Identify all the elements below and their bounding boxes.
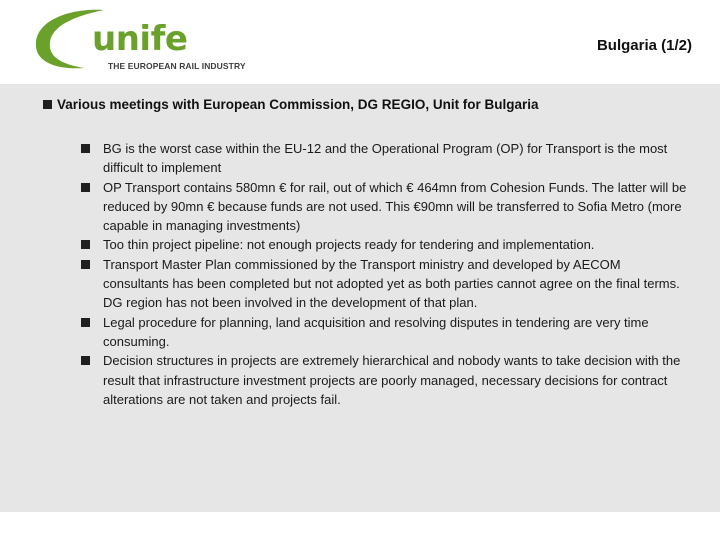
unife-logo [30,6,260,74]
list-item [103,313,688,352]
square-bullet-icon [81,240,90,249]
list-item [103,178,688,236]
list-item [103,139,688,178]
square-bullet-icon [81,318,90,327]
square-bullet-icon [43,100,52,109]
list-item [103,235,688,254]
list-item-text: OP Transport contains 580mn € for rail, out of which € 464mn from Cohesion Funds. The latter will be reduced by 90mn € because funds are not used. This €90mn will be transferred to Sofia Metro (more capable in managing investments) [103,179,687,234]
square-bullet-icon [81,183,90,192]
slide-header [0,0,720,82]
list-item-text: Decision structures in projects are extremely hierarchical and nobody wants to take decision with the result that infrastructure investment projects are poorly managed, necessary decisions for contract alterations are not taken and projects fail. [103,353,681,407]
square-bullet-icon [81,356,90,365]
list-item-text: Transport Master Plan commissioned by the Transport ministry and developed by AECOM consultants has been completed but not adopted yet as both parties cannot agree on the final terms. DG region has not been involved in the development of that plan. [103,256,680,311]
list-item-text: Too thin project pipeline: not enough projects ready for tendering and implementation. [103,237,595,253]
square-bullet-icon [81,260,90,269]
main-bullet [57,96,697,113]
square-bullet-icon [81,144,90,153]
logo-tagline: THE EUROPEAN RAIL INDUSTRY [108,61,246,71]
list-item-text: BG is the worst case within the EU-12 and the Operational Program (OP) for Transport is the most difficult to implement [103,141,668,176]
list-item-text: Legal procedure for planning, land acquisition and resolving disputes in tendering are very time consuming. [103,314,649,349]
logo-wordmark-text: unife [92,19,188,59]
main-bullet-text: Various meetings with European Commission, DG REGIO, Unit for Bulgaria [57,97,539,112]
list-item [103,351,688,409]
slide-title: Bulgaria (1/2) [596,37,692,54]
content-panel [0,84,720,512]
sub-bullet-list [103,139,688,409]
list-item [103,255,688,313]
logo-wordmark [92,19,188,59]
